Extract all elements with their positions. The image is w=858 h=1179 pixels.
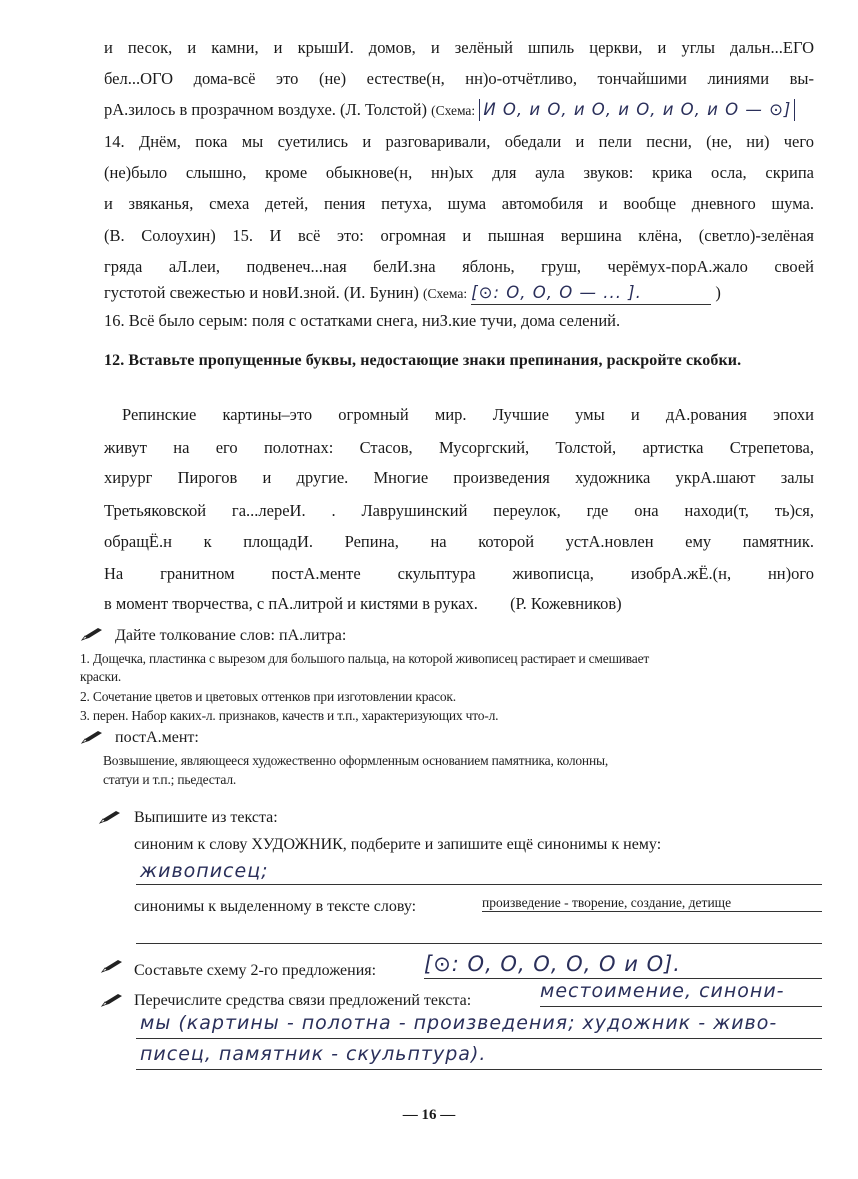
answer-line	[482, 911, 822, 912]
answer-line	[136, 1069, 822, 1070]
highlighted-answer[interactable]: произведение - творение, создание, детище	[482, 895, 732, 910]
text-fragment: рА.зилось в прозрачном воздухе. (Л. Толстой)	[104, 100, 427, 119]
definition-line: 3. перен. Набор каких-л. признаков, качеств и т.п., характеризующих что-л.	[80, 708, 499, 723]
task-prompt-interpret: Дайте толкование слов: пА.литра:	[115, 627, 347, 644]
text-line-with-schema	[104, 282, 814, 305]
text-line: (не)было слышно, кроме обыкнове(н, нн)ых для аула звуков: крика осла, скрипа	[104, 163, 814, 182]
text-line: гряда аЛ.леи, подвенеч...ная белИ.зна яблонь, груш, черёмух-порА.жало своей	[104, 257, 814, 276]
links-answer-line[interactable]: мы (картины - полотна - произведения; художник - живо-	[140, 1012, 778, 1034]
links-prompt: Перечислите средства связи предложений текста:	[134, 992, 472, 1009]
links-answer-line[interactable]: писец, памятник - скульптура).	[140, 1043, 487, 1065]
links-answer-line[interactable]: местоимение, синони-	[540, 980, 785, 1002]
task-prompt-write-out: Выпишите из текста:	[134, 809, 278, 826]
answer-line	[136, 884, 822, 885]
schema-close: )	[715, 283, 721, 302]
text-line: и песок, и камни, и крышИ. домов, и зелёный шпиль церкви, и углы дальн...ЕГО	[104, 38, 814, 57]
pencil-icon	[100, 993, 124, 1007]
text-line: бел...ОГО дома-всё это (не) естестве(н, нн)о-отчётливо, тончайшими линиями вы-	[104, 69, 814, 88]
text-line: (В. Солоухин) 15. И всё это: огромная и пышная вершина клёна, (светло)-зелёная	[104, 226, 814, 245]
text-line-with-schema	[104, 99, 814, 122]
text-fragment: в момент творчества, с пА.литрой и кистями в руках.	[104, 594, 478, 613]
definition-line: статуи и т.п.; пьедестал.	[103, 772, 237, 787]
text-line: обращЁ.н к площадИ. Репина, на которой устА.новлен ему памятник.	[104, 532, 814, 551]
pencil-icon	[98, 810, 122, 824]
text-line: Третьяковской га...лереИ. . Лаврушинский переулок, где она находи(т, ть)ся,	[104, 501, 814, 520]
definition-line: 2. Сочетание цветов и цветовых оттенков при изготовлении красок.	[80, 689, 456, 704]
text-line: хирург Пирогов и другие. Многие произведения художника укрА.шают залы	[104, 468, 814, 487]
definition-line: Возвышение, являющееся художественно оформленным основанием памятника, колонны,	[103, 753, 609, 768]
synonym-prompt: синоним к слову ХУДОЖНИК, подберите и запишите ещё синонимы к нему:	[134, 836, 662, 853]
pencil-icon	[100, 959, 124, 973]
text-line: 16. Всё было серым: поля с остатками снега, ниЗ.кие тучи, дома селений.	[104, 311, 621, 330]
schema-label: (Схема:	[422, 286, 468, 301]
text-line: живут на его полотнах: Стасов, Мусоргский, Толстой, артистка Стрепетова,	[104, 438, 814, 457]
answer-line	[540, 1006, 822, 1007]
text-line: На гранитном постА.менте скульптура живописца, изобрА.жЁ.(н, нн)ого	[104, 564, 814, 583]
schema-label: (Схема:	[431, 103, 476, 118]
page-number: — 16 —	[402, 1107, 456, 1123]
text-line: Репинские картины–это огромный мир. Лучшие умы и дА.рования эпохи	[122, 405, 814, 424]
answer-line	[136, 943, 822, 944]
scheme-answer[interactable]: [⊙: О, О, О, О, О и О].	[424, 952, 681, 976]
pencil-icon	[80, 730, 104, 744]
answer-line	[424, 978, 822, 979]
highlighted-prompt: синонимы к выделенному в тексте слову:	[134, 898, 417, 915]
text-line	[104, 593, 814, 615]
text-fragment: густотой свежестью и новИ.зной. (И. Бунин)	[104, 283, 419, 302]
scheme-prompt: Составьте схему 2-го предложения:	[134, 962, 377, 979]
exercise-heading: 12. Вставьте пропущенные буквы, недостающие знаки препинания, раскройте скобки.	[104, 352, 742, 369]
word-postament: постА.мент:	[115, 729, 199, 746]
pencil-icon	[80, 627, 104, 641]
definition-line: краски.	[80, 669, 122, 684]
answer-line	[136, 1038, 822, 1039]
schema-answer: [⊙: О, О, О — ... ].	[471, 282, 711, 305]
schema-answer: И О, и О, и О, и О, и О, и О — ⊙]	[479, 99, 795, 121]
author: (Р. Кожевников)	[510, 594, 622, 613]
synonym-answer[interactable]: живописец;	[140, 860, 269, 882]
definition-line: 1. Дощечка, пластинка с вырезом для большого пальца, на которой живописец растирает и смешивает	[80, 651, 650, 666]
text-line: и звяканья, смеха детей, пения петуха, шума автомобиля и вообще дневного шума.	[104, 194, 814, 213]
text-line: 14. Днём, пока мы суетились и разговаривали, обедали и пели песни, (не, ни) чего	[104, 132, 814, 151]
